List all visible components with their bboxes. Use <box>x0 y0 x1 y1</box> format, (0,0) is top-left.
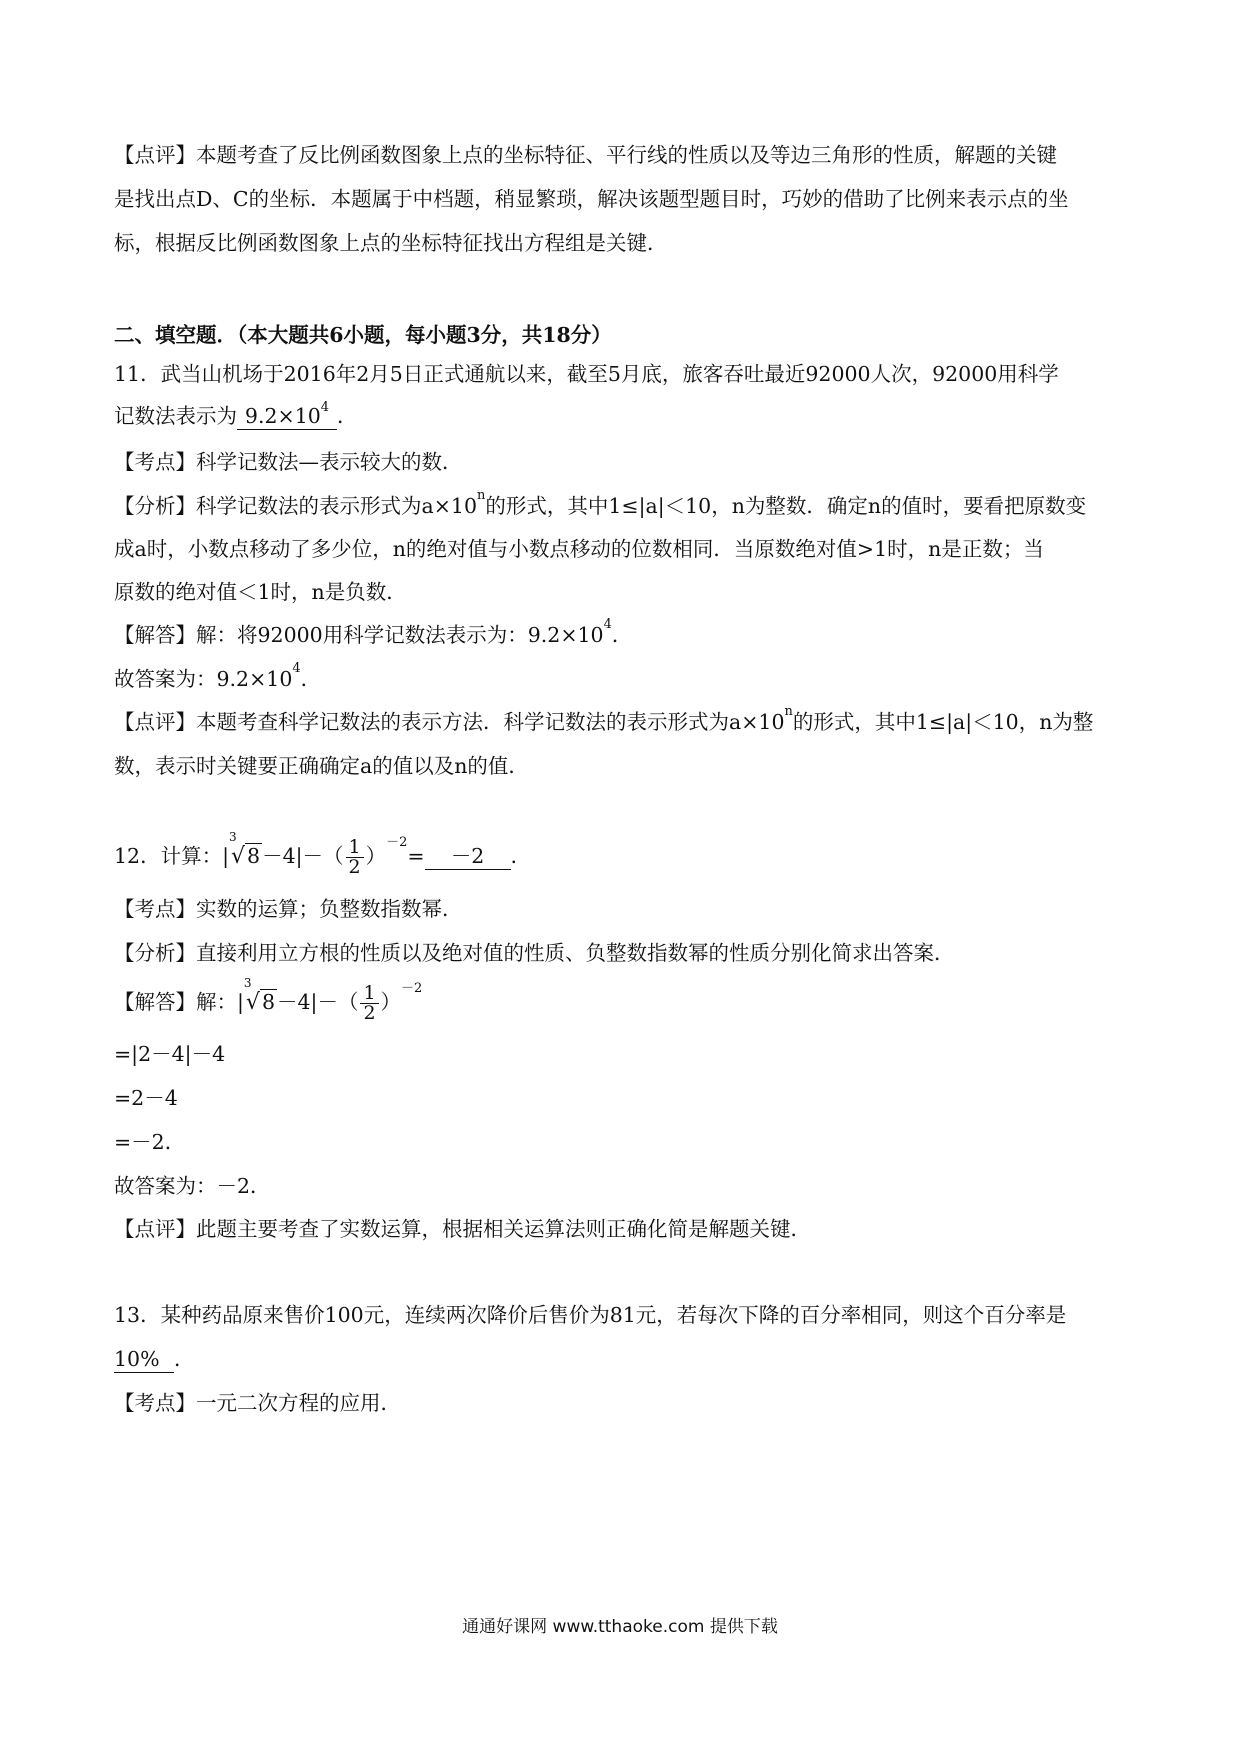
text: 的形式，其中1≤|a|＜10，n为整 <box>792 710 1094 734</box>
numerator: 1 <box>360 984 378 1004</box>
fenxi-line: 原数的绝对值＜1时，n是负数． <box>114 580 407 604</box>
answer-exponent: 4 <box>320 400 330 415</box>
kaodian-line: 【考点】一元二次方程的应用． <box>114 1391 401 1415</box>
text: 故答案为：9.2×10 <box>114 667 293 691</box>
step-line: =－2． <box>114 1130 186 1154</box>
exponent: 4 <box>603 617 612 632</box>
punct: ． <box>174 1347 195 1371</box>
answer-value: 9.2×10 <box>244 404 321 428</box>
cube-root <box>243 976 277 1018</box>
text: 12．计算：| <box>114 844 229 868</box>
answer-line: 故答案为：－2． <box>114 1174 271 1198</box>
punct: ． <box>510 844 532 868</box>
question-text: 记数法表示为 <box>114 404 237 428</box>
review-line: 标，根据反比例函数图象上点的坐标特征找出方程组是关键． <box>114 231 668 255</box>
dianping-line <box>114 704 1094 737</box>
review-line: 【点评】本题考查了反比例函数图象上点的坐标特征、平行线的性质以及等边三角形的性质，解题的关键 <box>114 143 1057 167</box>
footer-watermark: 通通好课网 www.tthaoke.com 提供下载 <box>462 1617 778 1637</box>
exponent: 4 <box>292 661 301 676</box>
exponent: n <box>476 488 486 503</box>
text: 【解答】解：| <box>114 990 244 1014</box>
exponent: n <box>784 704 793 719</box>
root-index: 3 <box>229 830 237 844</box>
exponent: －2 <box>401 981 423 996</box>
text: －4|－（ <box>262 844 344 868</box>
answer-line <box>114 661 322 694</box>
section-title: 二、填空题．（本大题共6小题，每小题3分，共18分） <box>114 323 612 347</box>
cube-root <box>229 830 262 872</box>
question-13-text: 13．某种药品原来售价100元，连续两次降价后售价为81元，若每次下降的百分率相同，则这个百分率是 <box>114 1303 1067 1327</box>
fenxi-line: 【分析】直接利用立方根的性质以及绝对值的性质、负整数指数幂的性质分别化简求出答案． <box>114 941 955 965</box>
radicand: 8 <box>261 990 275 1014</box>
dianping-line: 【点评】此题主要考查了实数运算，根据相关运算法则正确化简是解题关键． <box>114 1217 811 1241</box>
answer-blank: －2 <box>425 843 511 870</box>
jieda-line <box>114 617 633 650</box>
step-line: =2－4 <box>114 1086 178 1110</box>
radical-icon: √ <box>245 990 260 1015</box>
text: －4|－（ <box>277 990 359 1014</box>
radicand: 8 <box>247 844 261 868</box>
fraction <box>360 984 378 1023</box>
text: 【点评】本题考查科学记数法的表示方法．科学记数法的表示形式为a×10 <box>114 710 785 734</box>
question-12-text <box>114 830 532 878</box>
text: 【分析】科学记数法的表示形式为a×10 <box>114 494 477 518</box>
numerator: 1 <box>346 838 364 858</box>
answer-blank <box>237 400 337 430</box>
fenxi-line: 成a时，小数点移动了多少位，n的绝对值与小数点移动的位数相同．当原数绝对值>1时，n是正数；当 <box>114 537 1044 561</box>
kaodian-line: 【考点】实数的运算；负整数指数幂． <box>114 897 463 921</box>
text: ． <box>611 623 633 647</box>
question-11-text-2 <box>114 401 358 431</box>
fenxi-line <box>114 488 1087 521</box>
question-11-text: 11．武当山机场于2016年2月5日正式通航以来，截至5月底，旅客吞吐最近92000人次，92000用科学 <box>114 362 1059 386</box>
denominator: 2 <box>348 856 361 878</box>
text: 的形式，其中1≤|a|＜10，n为整数．确定n的值时，要看把原数变 <box>485 494 1087 518</box>
step-line: =|2－4|－4 <box>114 1042 226 1066</box>
dianping-line: 数，表示时关键要正确确定a的值以及n的值． <box>114 754 529 778</box>
text: 【解答】解：将92000用科学记数法表示为：9.2×10 <box>114 623 604 647</box>
fraction <box>346 838 364 877</box>
text: = <box>407 844 425 868</box>
text: ） <box>380 990 402 1014</box>
text: ） <box>365 844 387 868</box>
radical-icon: √ <box>231 844 246 869</box>
root-index: 3 <box>243 976 252 990</box>
denominator: 2 <box>363 1002 376 1024</box>
punct: ． <box>337 404 358 428</box>
jieda-line <box>114 976 423 1024</box>
question-13-text-2 <box>114 1344 195 1374</box>
kaodian-line: 【考点】科学记数法—表示较大的数． <box>114 450 463 474</box>
exponent: －2 <box>386 835 408 850</box>
text: ． <box>300 667 322 691</box>
answer-blank: 10% <box>114 1346 174 1373</box>
review-line: 是找出点D、C的坐标．本题属于中档题，稍显繁琐，解决该题型题目时，巧妙的借助了比例来表示点的坐 <box>114 187 1069 211</box>
